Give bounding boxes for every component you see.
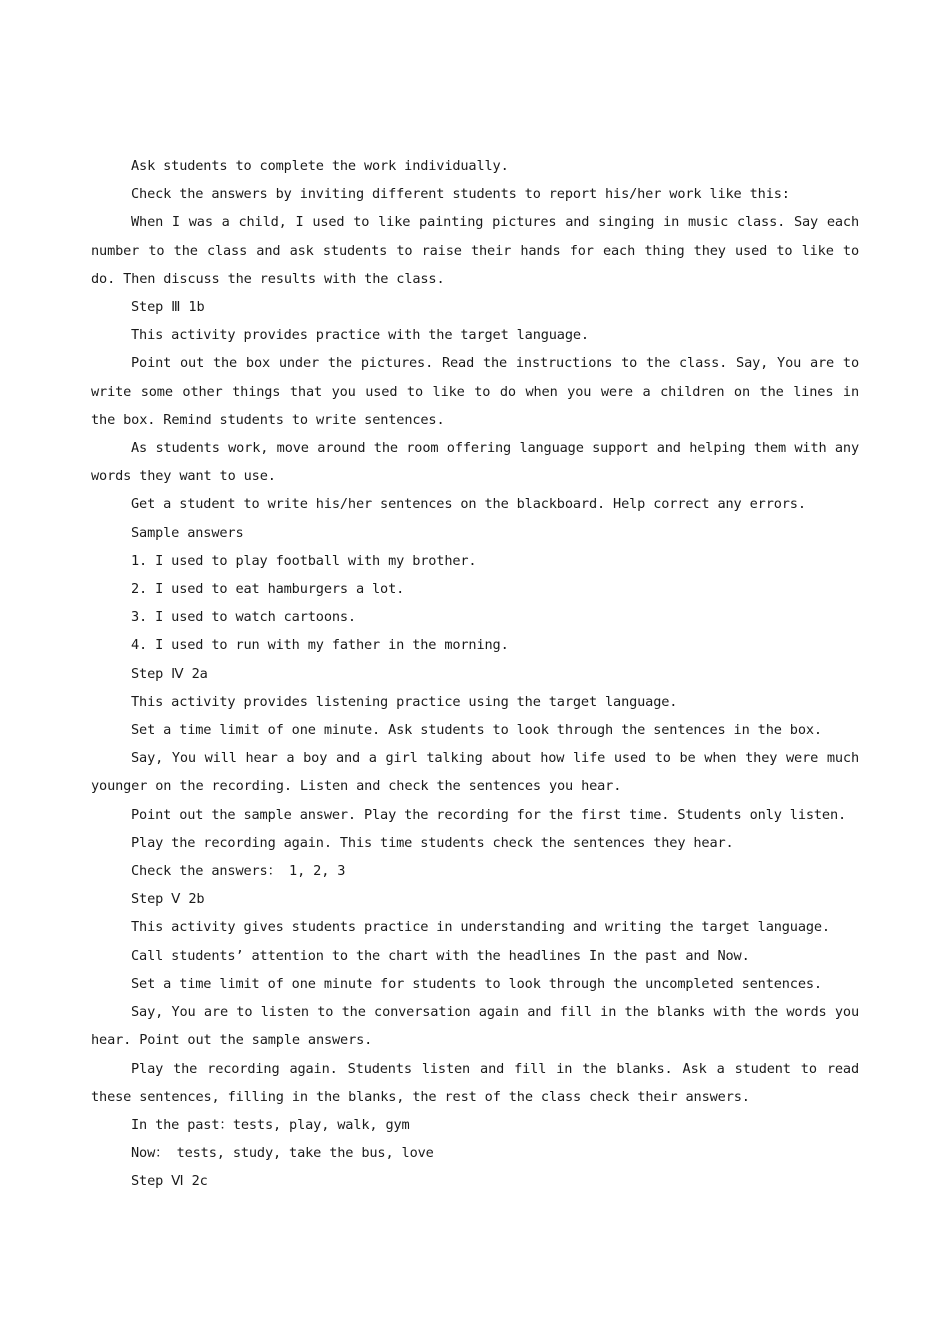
step-heading: Step Ⅵ 2c — [131, 1173, 208, 1190]
paragraph: Get a student to write his/her sentences on the blackboard. Help correct any errors. — [131, 496, 806, 513]
answer-line: Now： tests, study, take the bus, love — [131, 1145, 434, 1162]
paragraph: This activity provides listening practice using the target language. — [131, 693, 678, 710]
paragraph: As students work, move around the room offering language support and helping them with any words they want to use. — [91, 440, 859, 485]
paragraph: Call students’ attention to the chart with the headlines In the past and Now. — [131, 947, 750, 964]
answer-line: Check the answers： 1, 2, 3 — [131, 863, 346, 880]
step-heading: Step Ⅴ 2b — [131, 891, 205, 908]
paragraph: Say, You will hear a boy and a girl talking about how life used to be when they were much younger on the recording. Listen and check the sentences you hear. — [91, 750, 859, 795]
paragraph: This activity provides practice with the target language. — [131, 327, 589, 344]
paragraph: Say, You are to listen to the conversation again and fill in the blanks with the words you hear. Point out the sample answers. — [91, 1004, 859, 1049]
paragraph: Set a time limit of one minute for students to look through the uncompleted sentences. — [131, 975, 822, 992]
paragraph: When I was a child, I used to like painting pictures and singing in music class. Say each number to the class and ask students to raise their hands for each thing they used to like to do. Then discuss the results with the class. — [91, 214, 859, 287]
paragraph: Ask students to complete the work individually. — [131, 158, 509, 174]
sample-answers-heading: Sample answers — [131, 524, 244, 541]
paragraph: This activity gives students practice in understanding and writing the target language. — [131, 919, 830, 936]
paragraph: Point out the sample answer. Play the recording for the first time. Students only listen. — [131, 806, 847, 823]
answer-line: In the past：tests, play, walk, gym — [131, 1116, 410, 1133]
step-heading: Step Ⅳ 2a — [131, 665, 208, 682]
step-heading: Step Ⅲ 1b — [131, 299, 205, 316]
paragraph: Set a time limit of one minute. Ask students to look through the sentences in the box. — [131, 722, 822, 739]
paragraph: Check the answers by inviting different students to report his/her work like this: — [131, 186, 790, 203]
sample-answer-item: 1. I used to play football with my brother. — [131, 552, 477, 569]
paragraph: Play the recording again. This time students check the sentences they hear. — [131, 834, 734, 851]
paragraph: Play the recording again. Students listen and fill in the blanks. Ask a student to read these sentences, filling in the blanks, the rest of the class check their answers. — [91, 1060, 859, 1105]
sample-answer-item: 3. I used to watch cartoons. — [131, 609, 356, 626]
paragraph: Point out the box under the pictures. Read the instructions to the class. Say, You are to write some other things that you used to like to do when you were a children on the lines in the box. Remind students to write sentences. — [91, 355, 859, 428]
document-body — [91, 152, 859, 1196]
sample-answer-item: 4. I used to run with my father in the morning. — [131, 637, 509, 654]
sample-answer-item: 2. I used to eat hamburgers a lot. — [131, 581, 405, 598]
